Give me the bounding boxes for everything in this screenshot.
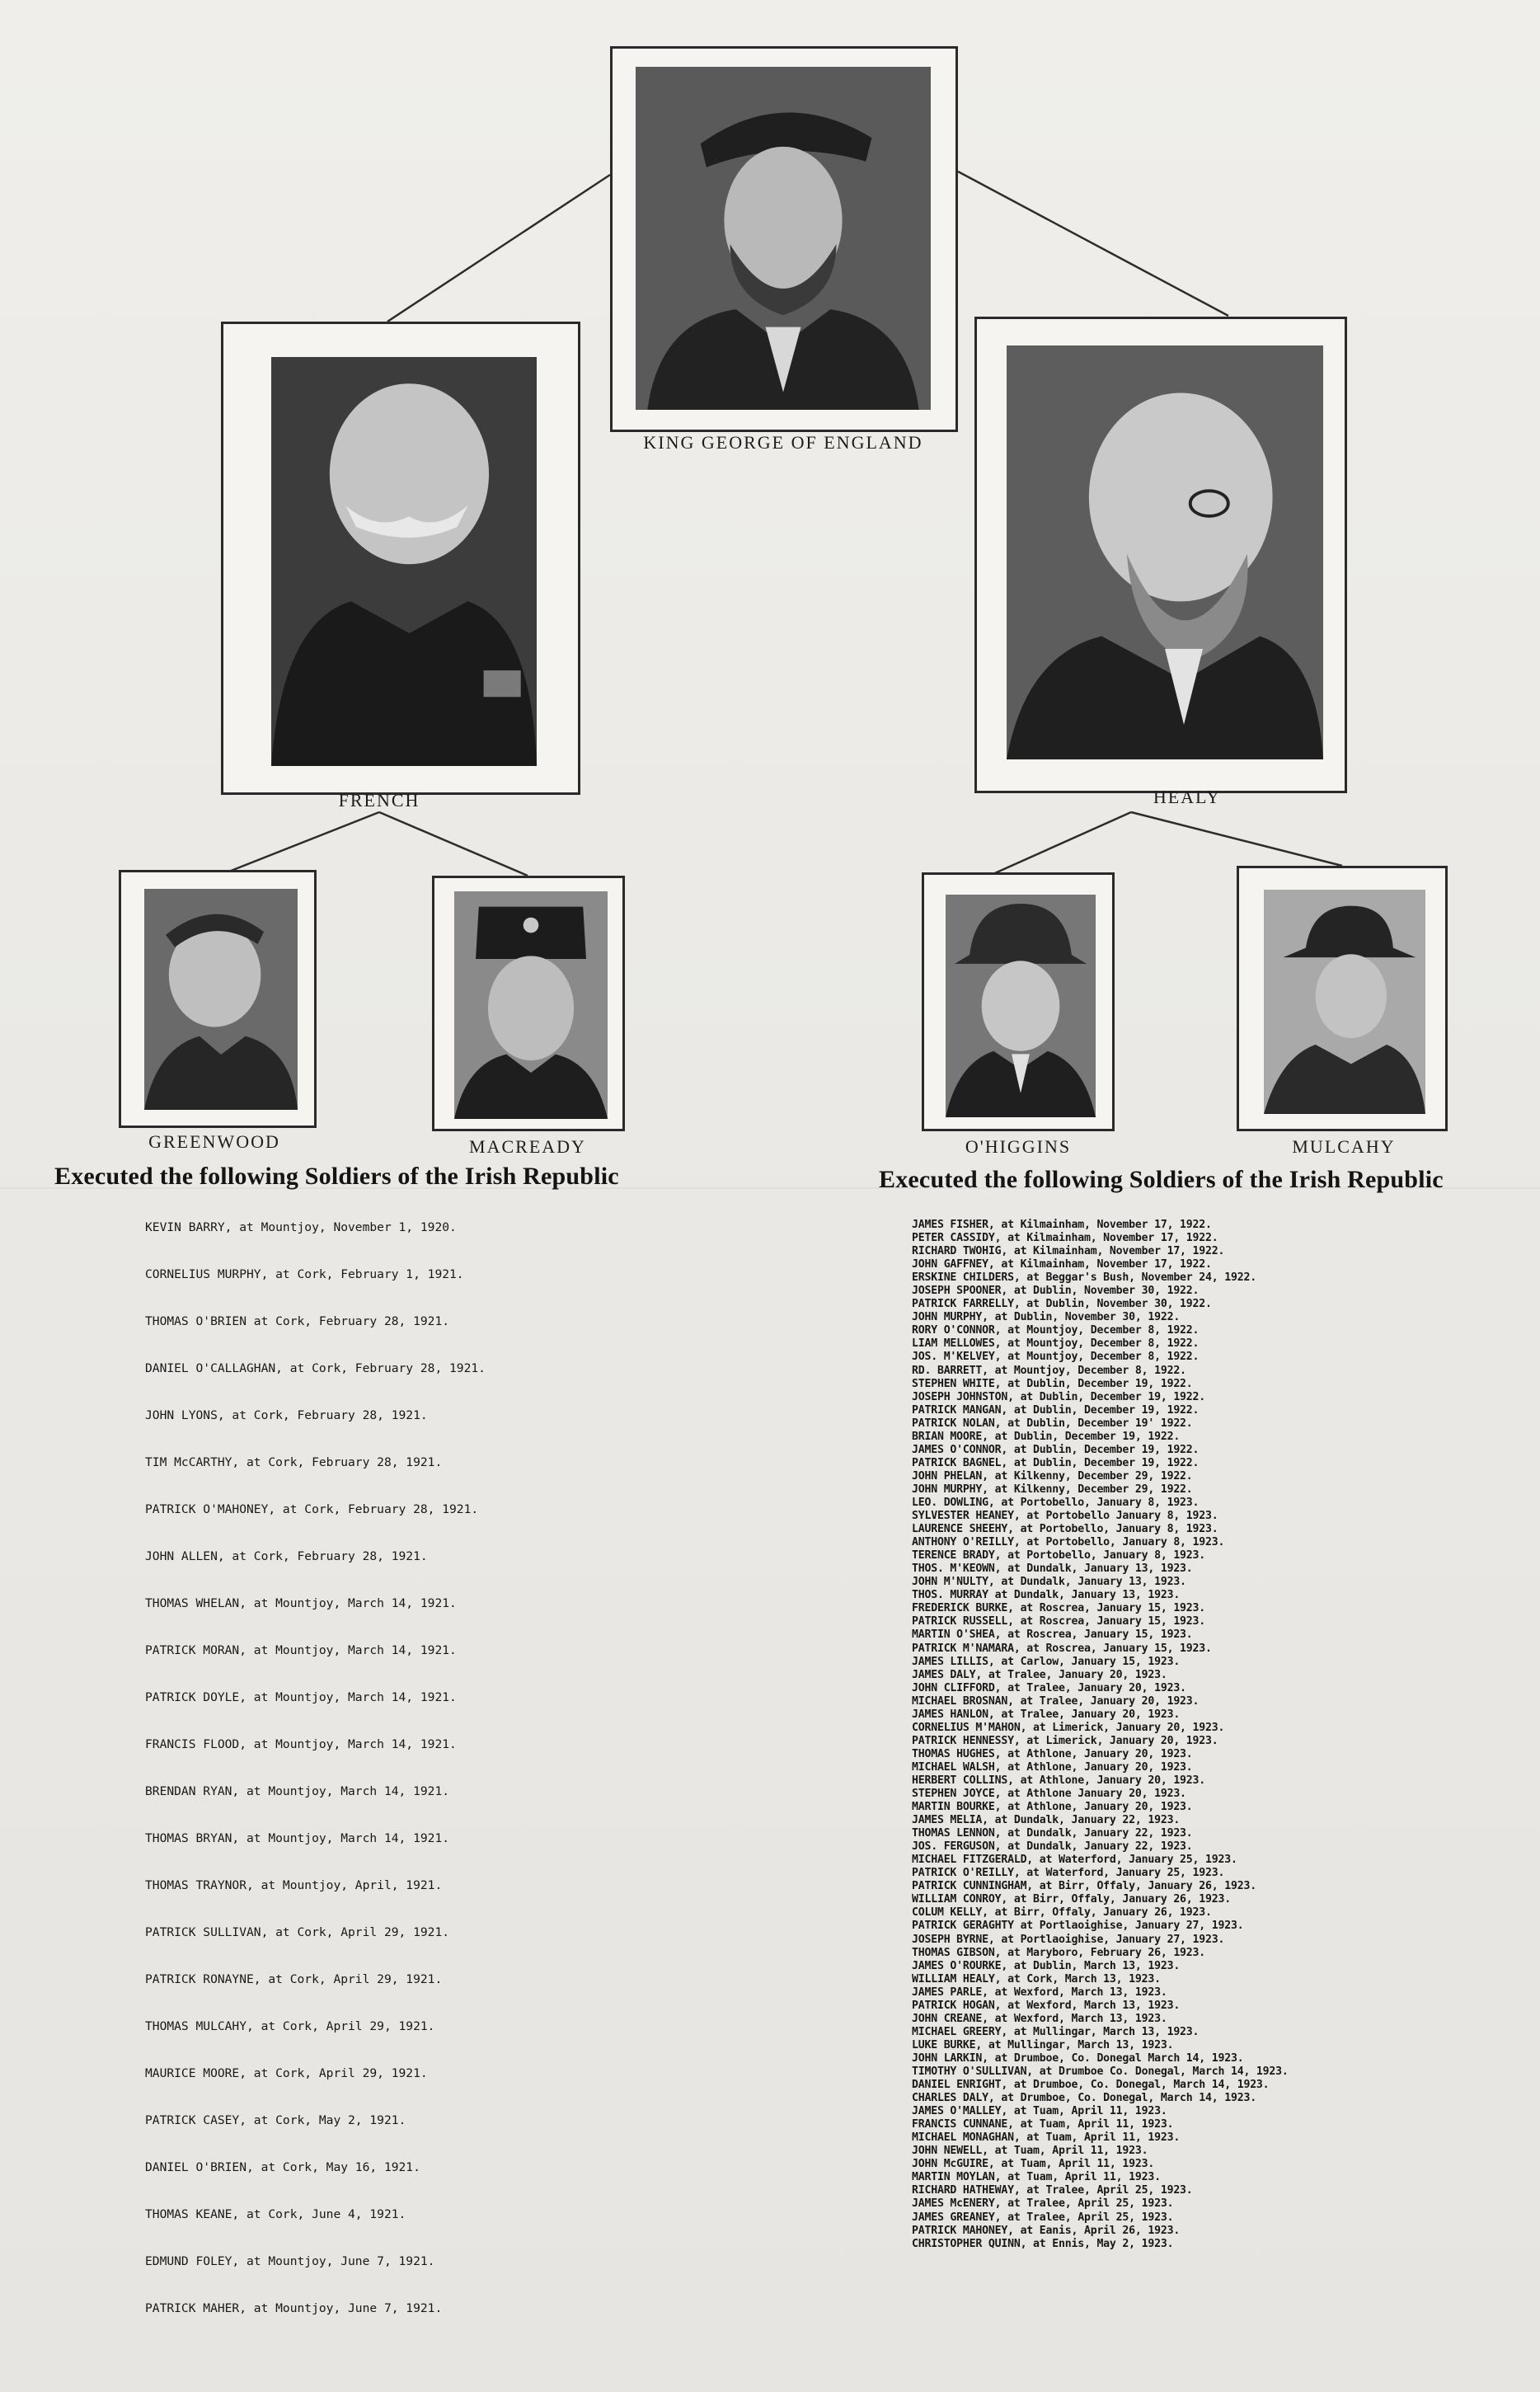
execution-entry: PATRICK O'REILLY, at Waterford, January 25, 1923. [912, 1867, 1225, 1880]
portrait-frame-french [221, 322, 580, 795]
connector-healy-mulcahy [1131, 812, 1342, 866]
right-column-heading: Executed the following Soldiers of the Irish Republic [879, 1166, 1444, 1193]
connector-king-french [387, 175, 610, 322]
portrait-frame-mulcahy [1237, 866, 1448, 1131]
king-george-portrait [636, 67, 931, 410]
execution-entry: JAMES McENERY, at Tralee, April 25, 1923. [912, 2197, 1174, 2211]
execution-entry: PATRICK HENNESSY, at Limerick, January 20, 1923. [912, 1734, 1218, 1747]
execution-entry: MICHAEL WALSH, at Athlone, January 20, 1923. [912, 1760, 1193, 1774]
mulcahy-portrait [1264, 890, 1425, 1114]
greenwood-portrait [144, 889, 298, 1110]
execution-entry: CORNELIUS MURPHY, at Cork, February 1, 1921. [145, 1267, 464, 1281]
ohiggins-portrait [946, 895, 1096, 1117]
execution-entry: ERSKINE CHILDERS, at Beggar's Bush, November 24, 1922. [912, 1271, 1256, 1285]
mulcahy-portrait-silhouette [1264, 890, 1425, 1114]
french-portrait-silhouette [271, 357, 537, 766]
caption-greenwood: GREENWOOD [148, 1131, 280, 1152]
healy-portrait [1007, 345, 1323, 759]
execution-entry: JOHN MURPHY, at Kilkenny, December 29, 1922. [912, 1483, 1193, 1496]
execution-entry: JOHN GAFFNEY, at Kilmainham, November 17, 1922. [912, 1258, 1212, 1271]
execution-entry: JAMES O'CONNOR, at Dublin, December 19, 1922. [912, 1443, 1200, 1456]
execution-entry: HERBERT COLLINS, at Athlone, January 20, 1923. [912, 1774, 1206, 1787]
execution-entry: THOMAS GIBSON, at Maryboro, February 26, 1923. [912, 1946, 1206, 1959]
execution-entry: THOMAS HUGHES, at Athlone, January 20, 1923. [912, 1747, 1193, 1760]
healy-portrait-silhouette [1007, 345, 1323, 759]
execution-entry: JAMES FISHER, at Kilmainham, November 17, 1922. [912, 1219, 1212, 1231]
execution-entry: DANIEL ENRIGHT, at Drumboe, Co. Donegal, March 14, 1923. [912, 2079, 1270, 2092]
execution-entry: PATRICK DOYLE, at Mountjoy, March 14, 1921. [145, 1690, 457, 1704]
execution-entry: PATRICK CASEY, at Cork, May 2, 1921. [145, 2113, 406, 2127]
execution-entry: TIMOTHY O'SULLIVAN, at Drumboe Co. Donegal, March 14, 1923. [912, 2065, 1289, 2078]
execution-entry: LUKE BURKE, at Mullingar, March 13, 1923. [912, 2038, 1174, 2051]
execution-entry: JAMES PARLE, at Wexford, March 13, 1923. [912, 1986, 1167, 1999]
execution-entry: PATRICK MORAN, at Mountjoy, March 14, 1921. [145, 1643, 457, 1657]
portrait-frame-greenwood [119, 870, 317, 1128]
execution-entry: COLUM KELLY, at Birr, Offaly, January 26, 1923. [912, 1906, 1212, 1920]
macready-portrait [454, 891, 608, 1119]
execution-entry: FREDERICK BURKE, at Roscrea, January 15, 1923. [912, 1602, 1206, 1615]
execution-entry: KEVIN BARRY, at Mountjoy, November 1, 1920. [145, 1220, 457, 1234]
execution-entry: TERENCE BRADY, at Portobello, January 8, 1923. [912, 1549, 1206, 1563]
execution-entry: BRIAN MOORE, at Dublin, December 19, 1922. [912, 1430, 1181, 1443]
king-portrait-silhouette [636, 67, 931, 410]
execution-entry: THOMAS MULCAHY, at Cork, April 29, 1921. [145, 2019, 435, 2033]
execution-entry: CORNELIUS M'MAHON, at Limerick, January 20, 1923. [912, 1721, 1225, 1734]
execution-entry: BRENDAN RYAN, at Mountjoy, March 14, 1921. [145, 1784, 450, 1798]
execution-entry: MAURICE MOORE, at Cork, April 29, 1921. [145, 2066, 428, 2080]
execution-entry: WILLIAM HEALY, at Cork, March 13, 1923. [912, 1972, 1161, 1986]
execution-entry: FRANCIS CUNNANE, at Tuam, April 11, 1923. [912, 2118, 1174, 2131]
execution-entry: JAMES LILLIS, at Carlow, January 15, 1923. [912, 1655, 1181, 1668]
execution-entry: THOMAS TRAYNOR, at Mountjoy, April, 1921. [145, 1878, 443, 1892]
execution-entry: THOMAS WHELAN, at Mountjoy, March 14, 1921. [145, 1596, 457, 1610]
execution-entry: THOS. MURRAY at Dundalk, January 13, 1923. [912, 1589, 1181, 1602]
portrait-frame-healy [974, 317, 1347, 793]
execution-entry: PATRICK BAGNEL, at Dublin, December 19, 1922. [912, 1456, 1200, 1469]
execution-entry: PATRICK MAHONEY, at Eanis, April 26, 1923. [912, 2224, 1181, 2237]
execution-entry: MARTIN MOYLAN, at Tuam, April 11, 1923. [912, 2171, 1161, 2184]
execution-entry: JOS. M'KELVEY, at Mountjoy, December 8, 1922. [912, 1351, 1200, 1364]
execution-entry: PATRICK MANGAN, at Dublin, December 19, 1922. [912, 1403, 1200, 1417]
connector-king-healy [958, 172, 1228, 316]
caption-macready: MACREADY [469, 1136, 586, 1157]
execution-entry: MICHAEL BROSNAN, at Tralee, January 20, 1923. [912, 1694, 1200, 1708]
caption-ohiggins: O'HIGGINS [965, 1136, 1072, 1157]
execution-entry: JAMES GREANEY, at Tralee, April 25, 1923. [912, 2211, 1174, 2224]
execution-entry: JOHN LYONS, at Cork, February 28, 1921. [145, 1408, 428, 1422]
execution-entry: PATRICK RUSSELL, at Roscrea, January 15, 1923. [912, 1615, 1206, 1628]
execution-entry: JAMES HANLON, at Tralee, January 20, 1923. [912, 1708, 1181, 1721]
execution-entry: PATRICK O'MAHONEY, at Cork, February 28, 1921. [145, 1502, 479, 1516]
execution-entry: JOHN MURPHY, at Dublin, November 30, 1922. [912, 1311, 1181, 1324]
french-portrait [271, 357, 537, 766]
execution-entry: MICHAEL FITZGERALD, at Waterford, January 25, 1923. [912, 1854, 1237, 1867]
execution-entry: DANIEL O'CALLAGHAN, at Cork, February 28, 1921. [145, 1361, 486, 1375]
execution-entry: THOMAS LENNON, at Dundalk, January 22, 1923. [912, 1827, 1193, 1840]
execution-entry: STEPHEN WHITE, at Dublin, December 19, 1922. [912, 1377, 1193, 1390]
execution-entry: TIM McCARTHY, at Cork, February 28, 1921. [145, 1455, 443, 1469]
connector-french-greenwood [218, 812, 379, 876]
execution-entry: PATRICK GERAGHTY at Portlaoighise, January 27, 1923. [912, 1920, 1244, 1933]
portrait-frame-ohiggins [922, 872, 1115, 1131]
execution-entry: JOHN NEWELL, at Tuam, April 11, 1923. [912, 2145, 1148, 2158]
execution-entry: PATRICK SULLIVAN, at Cork, April 29, 1921. [145, 1925, 450, 1939]
ohiggins-portrait-silhouette [946, 895, 1096, 1117]
execution-entry: THOMAS KEANE, at Cork, June 4, 1921. [145, 2207, 406, 2221]
caption-french: FRENCH [338, 790, 420, 811]
execution-entry: FRANCIS FLOOD, at Mountjoy, March 14, 1921. [145, 1737, 457, 1751]
caption-mulcahy: MULCAHY [1292, 1136, 1396, 1157]
execution-entry: CHARLES DALY, at Drumboe, Co. Donegal, March 14, 1923. [912, 2092, 1256, 2105]
execution-entry: LEO. DOWLING, at Portobello, January 8, 1923. [912, 1496, 1200, 1509]
execution-entry: JOHN CLIFFORD, at Tralee, January 20, 1923. [912, 1681, 1186, 1694]
execution-entry: JAMES O'MALLEY, at Tuam, April 11, 1923. [912, 2105, 1167, 2118]
execution-entry: LAURENCE SHEEHY, at Portobello, January 8, 1923. [912, 1523, 1218, 1536]
execution-entry: RORY O'CONNOR, at Mountjoy, December 8, 1922. [912, 1324, 1200, 1337]
execution-entry: JOHN LARKIN, at Drumboe, Co. Donegal March 14, 1923. [912, 2051, 1244, 2065]
execution-entry: PATRICK NOLAN, at Dublin, December 19' 1922. [912, 1417, 1193, 1430]
execution-entry: MICHAEL MONAGHAN, at Tuam, April 11, 1923. [912, 2131, 1181, 2145]
execution-entry: PETER CASSIDY, at Kilmainham, November 17, 1922. [912, 1232, 1218, 1245]
execution-entry: MARTIN BOURKE, at Athlone, January 20, 1923. [912, 1801, 1193, 1814]
execution-entry: PATRICK MAHER, at Mountjoy, June 7, 1921. [145, 2301, 443, 2315]
execution-entry: PATRICK FARRELLY, at Dublin, November 30, 1922. [912, 1298, 1212, 1311]
execution-entry: WILLIAM CONROY, at Birr, Offaly, January 26, 1923. [912, 1893, 1231, 1906]
right-executions-list [912, 1219, 1289, 2251]
execution-entry: PATRICK HOGAN, at Wexford, March 13, 1923. [912, 1999, 1181, 2012]
portrait-frame-macready [432, 876, 625, 1131]
execution-entry: JOHN PHELAN, at Kilkenny, December 29, 1922. [912, 1469, 1193, 1483]
execution-entry: RD. BARRETT, at Mountjoy, December 8, 1922. [912, 1364, 1186, 1377]
portrait-frame-king [610, 46, 958, 432]
connector-french-macready [379, 812, 528, 876]
caption-healy: HEALY [1153, 787, 1222, 807]
execution-entry: DANIEL O'BRIEN, at Cork, May 16, 1921. [145, 2160, 420, 2174]
left-column-heading: Executed the following Soldiers of the Irish Republic [54, 1163, 619, 1190]
execution-entry: JAMES O'ROURKE, at Dublin, March 13, 1923. [912, 1959, 1181, 1972]
execution-entry: JOSEPH BYRNE, at Portlaoighise, January 27, 1923. [912, 1933, 1225, 1946]
execution-entry: PATRICK RONAYNE, at Cork, April 29, 1921. [145, 1972, 443, 1986]
caption-king: KING GEORGE OF ENGLAND [643, 432, 923, 453]
execution-entry: JOS. FERGUSON, at Dundalk, January 22, 1923. [912, 1840, 1193, 1854]
execution-entry: PATRICK CUNNINGHAM, at Birr, Offaly, January 26, 1923. [912, 1880, 1256, 1893]
execution-entry: JOHN CREANE, at Wexford, March 13, 1923. [912, 2012, 1167, 2025]
macready-portrait-silhouette [454, 891, 608, 1119]
execution-entry: STEPHEN JOYCE, at Athlone January 20, 1923. [912, 1788, 1186, 1801]
execution-entry: MARTIN O'SHEA, at Roscrea, January 15, 1923. [912, 1628, 1193, 1642]
execution-entry: RICHARD TWOHIG, at Kilmainham, November 17, 1922. [912, 1245, 1225, 1258]
execution-entry: SYLVESTER HEANEY, at Portobello January 8, 1923. [912, 1510, 1218, 1523]
greenwood-portrait-silhouette [144, 889, 298, 1110]
execution-entry: JAMES DALY, at Tralee, January 20, 1923. [912, 1668, 1167, 1681]
execution-entry: LIAM MELLOWES, at Mountjoy, December 8, 1922. [912, 1337, 1200, 1351]
execution-entry: JAMES MELIA, at Dundalk, January 22, 1923. [912, 1814, 1181, 1827]
execution-entry: JOSEPH JOHNSTON, at Dublin, December 19, 1922. [912, 1390, 1206, 1403]
execution-entry: JOHN ALLEN, at Cork, February 28, 1921. [145, 1549, 428, 1563]
execution-entry: PATRICK M'NAMARA, at Roscrea, January 15, 1923. [912, 1642, 1212, 1655]
execution-entry: ANTHONY O'REILLY, at Portobello, January 8, 1923. [912, 1536, 1225, 1549]
execution-entry: JOHN M'NULTY, at Dundalk, January 13, 1923. [912, 1576, 1186, 1589]
left-executions-list [145, 1204, 486, 2332]
execution-entry: THOMAS BRYAN, at Mountjoy, March 14, 1921. [145, 1831, 450, 1845]
execution-entry: MICHAEL GREERY, at Mullingar, March 13, 1923. [912, 2025, 1200, 2038]
execution-entry: THOS. M'KEOWN, at Dundalk, January 13, 1923. [912, 1563, 1193, 1576]
connector-healy-ohiggins [989, 812, 1131, 876]
execution-entry: JOSEPH SPOONER, at Dublin, November 30, 1922. [912, 1285, 1200, 1298]
execution-entry: THOMAS O'BRIEN at Cork, February 28, 1921. [145, 1314, 450, 1328]
execution-entry: CHRISTOPHER QUINN, at Ennis, May 2, 1923. [912, 2237, 1174, 2250]
execution-entry: EDMUND FOLEY, at Mountjoy, June 7, 1921. [145, 2254, 435, 2268]
execution-entry: JOHN McGUIRE, at Tuam, April 11, 1923. [912, 2158, 1155, 2171]
execution-entry: RICHARD HATHEWAY, at Tralee, April 25, 1923. [912, 2184, 1193, 2197]
